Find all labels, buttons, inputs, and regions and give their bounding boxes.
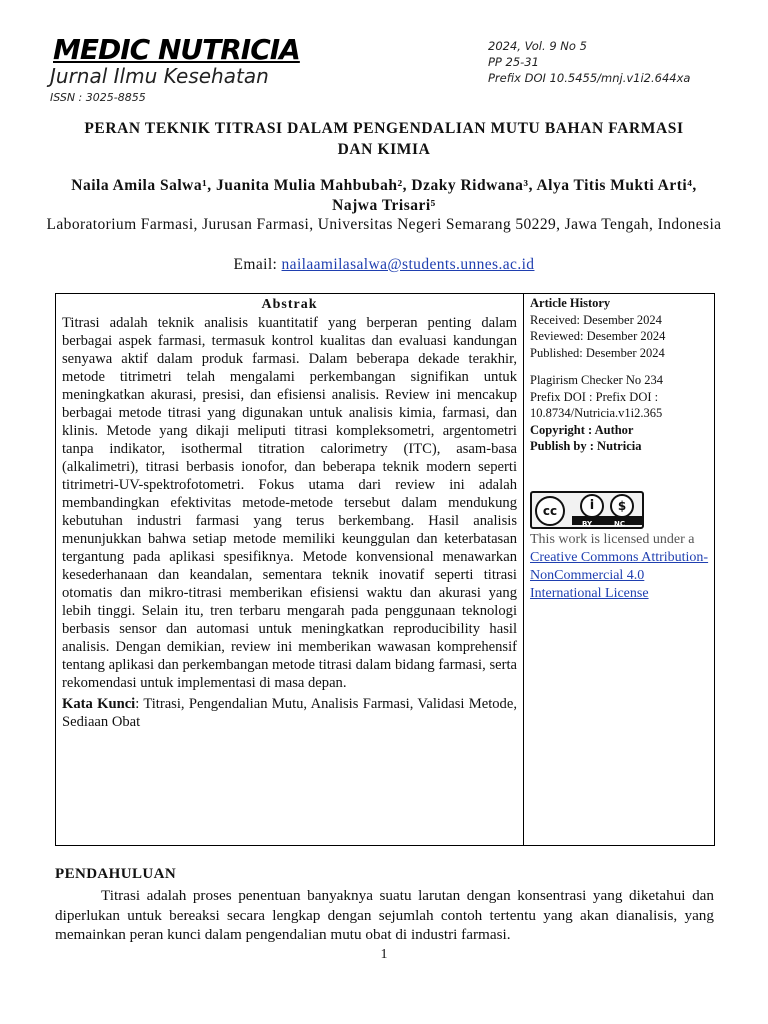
page-number: 1 <box>380 947 388 962</box>
attribution-icon: i <box>580 494 604 518</box>
noncommercial-icon: $ <box>610 494 634 518</box>
email-line <box>25 256 743 274</box>
reviewed-date: Reviewed: Desember 2024 <box>530 329 666 343</box>
paper-title-line1: PERAN TEKNIK TITRASI DALAM PENGENDALIAN MUTU BAHAN FARMASI <box>84 120 684 137</box>
abstract-heading: Abstrak <box>261 297 318 312</box>
cc-by-label: BY <box>582 519 593 528</box>
license-prefix: This work is licensed under a <box>530 531 695 547</box>
column-divider <box>523 294 524 845</box>
issn: ISSN : 3025-8855 <box>50 91 146 104</box>
license-text <box>530 531 712 603</box>
paper-title-line2: DAN KIMIA <box>337 141 431 158</box>
paper-title <box>60 118 708 160</box>
journal-name: MEDIC NUTRICIA <box>53 33 300 66</box>
journal-meta <box>488 38 690 86</box>
keywords-label: Kata Kunci <box>62 696 136 712</box>
cc-license-badge[interactable] <box>530 491 644 529</box>
section-heading: PENDAHULUAN <box>55 866 177 882</box>
authors <box>30 176 738 216</box>
prefix-doi: Prefix DOI 10.5455/mnj.v1i2.644xa <box>488 71 691 85</box>
copyright: Copyright : Author <box>530 422 634 437</box>
plagiarism-checker: Plagirism Checker No 234 <box>530 373 663 387</box>
received-date: Received: Desember 2024 <box>530 312 662 327</box>
authors-line2: Najwa Trisari⁵ <box>332 197 436 214</box>
abstract-box <box>55 293 715 846</box>
publisher: Publish by : Nutricia <box>530 439 642 453</box>
page-range: PP 25-31 <box>488 55 539 69</box>
article-info-sidebar <box>530 295 712 603</box>
journal-subtitle: Jurnal Ilmu Kesehatan <box>50 64 269 88</box>
sidebar-prefix-doi: Prefix DOI : Prefix DOI : 10.8734/Nutricia.v1i2.365 <box>530 389 663 420</box>
abstract-section <box>62 296 517 731</box>
email-link[interactable]: nailaamilasalwa@students.unnes.ac.id <box>281 256 535 273</box>
authors-line1: Naila Amila Salwa¹, Juanita Mulia Mahbubah², Dzaky Ridwana³, Alya Titis Mukti Arti⁴, <box>71 177 697 194</box>
cc-icon: cc <box>535 496 565 526</box>
keywords-list: : Titrasi, Pengendalian Mutu, Analisis Farmasi, Validasi Metode, Sediaan Obat <box>62 696 517 730</box>
body-paragraph: Titrasi adalah proses penentuan banyaknya suatu larutan dengan konsentrasi yang diketahui dan diperlukan untuk bereaksi secara lengkap dengan sejumlah contoh tertentu yang akan dianalisis, yang memainkan peran kunci dalam pengendalian mutu obat di industri farmasi. <box>55 887 714 943</box>
abstract-text: Titrasi adalah teknik analisis kuantitatif yang berperan penting dalam berbagai aspek farmasi, termasuk kontrol kualitas dan evaluasi kandungan senyawa aktif dalam produk farmasi. Dalam beberapa dekade terakhir, metode titrimetri telah mengalami perkembangan signifikan untuk meningkatkan akurasi, presisi, dan efisiensi analisis. Review ini mencakup berbagai metode titrasi yang digunakan untuk analisis kimia, farmasi, dan klinis. Metode yang dikaji meliputi titrasi kompleksometri, argentometri tanpa indikator, isothermal titration calorimetry (ITC), asam-basa (alkalimetri), titrasi berbasis ionofor, dan beberapa teknik modern seperti titrimetri-UV-spektrofotometri. Fokus utama dari review ini adalah membandingkan efektivitas metode-metode tersebut dalam mendukung kebutuhan industri farmasi yang terus berkembang. Hasil analisis menunjukkan bahwa setiap metode memiliki keunggulan dan keterbatasan tergantung pada aplikasi spesifiknya. Metode konvensional menawarkan kesederhanaan dan keandalan, sementara teknik inovatif seperti titrasi otomatis dan mikro-titrasi memberikan efisiensi waktu dan akurasi yang lebih tinggi. Selain itu, tren terbaru mengarah pada penggunaan teknologi berbasis sensor dan automasi untuk meningkatkan reproducibility hasil analisis. Dengan demikian, review ini memberikan wawasan komprehensif tentang aplikasi dan perkembangan metode titrasi dalam bidang farmasi, serta rekomendasi untuk implementasi di masa depan. <box>62 315 517 691</box>
email-label: Email: <box>233 256 278 273</box>
cc-nc-label: NC <box>614 519 625 528</box>
published-date: Published: Desember 2024 <box>530 345 665 360</box>
license-link[interactable]: Creative Commons Attribution-NonCommercial 4.0 International License <box>530 549 709 601</box>
keywords <box>62 695 517 731</box>
cc-label-band <box>572 516 642 528</box>
volume-info: 2024, Vol. 9 No 5 <box>488 39 587 53</box>
affiliation: Laboratorium Farmasi, Jurusan Farmasi, Universitas Negeri Semarang 50229, Jawa Tengah, Indonesia <box>46 216 722 233</box>
article-history-heading: Article History <box>530 296 611 310</box>
